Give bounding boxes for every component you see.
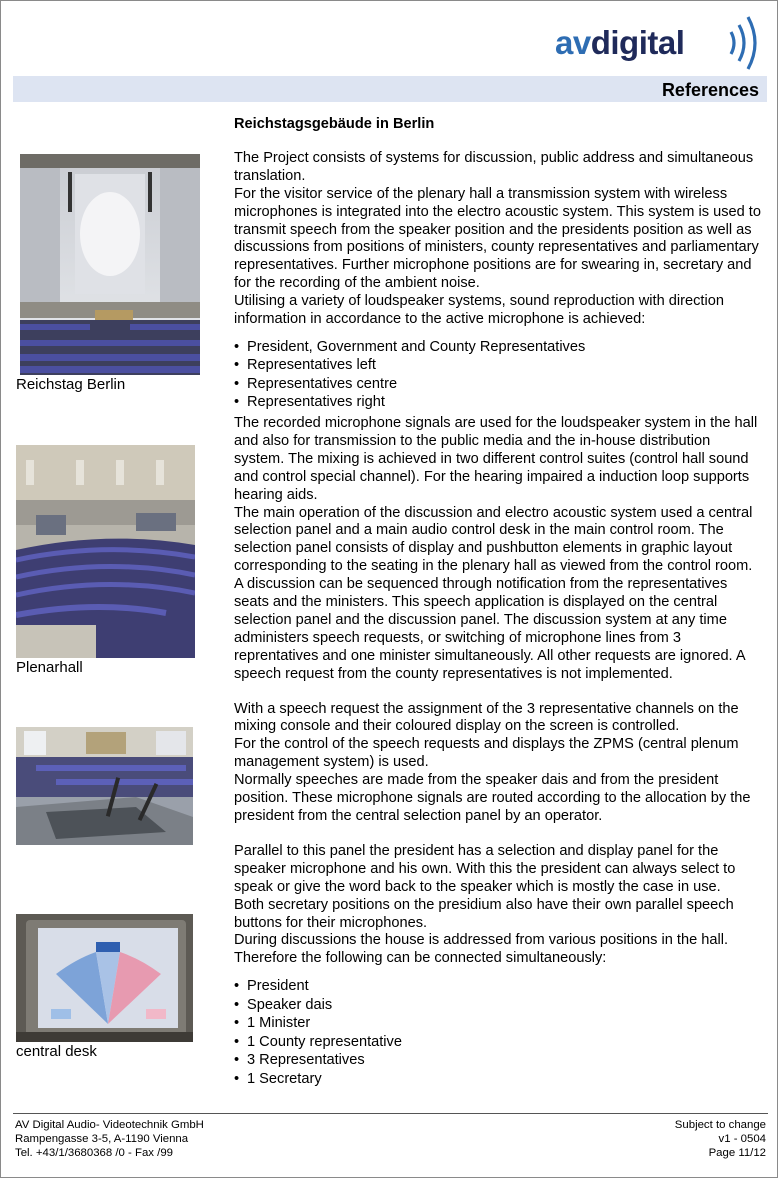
paragraph-loudspeaker: Utilising a variety of loudspeaker systems, sound reproduction with direction information in accordance to the active microphone is achieved: — [234, 293, 724, 328]
main-content — [234, 116, 764, 1089]
plenarhall-photo — [16, 445, 195, 658]
list-item: • Representatives centre — [234, 376, 764, 394]
paragraph-discussion-sequence: A discussion can be sequenced through notification from the representatives seats and the ministers. This speech application is displayed on the central selection panel and the discussion panel. The discussion system at any time administers speech requests, or switching of microphone lines from 3 reprentatives and one minister simultaneously. All other requests are ignored. A speech request from the county representatives is not implemented. — [234, 576, 745, 682]
footer-company-name: AV Digital Audio- Videotechnik GmbH — [15, 1119, 204, 1131]
photo-caption-plenarhall: Plenarhall — [16, 659, 83, 676]
paragraph-recorded-signals: The recorded microphone signals are used for the loudspeaker system in the hall and also for transmission to the public media and the in-house distribution system. The mixing is achieved in two different control suites (control hall sound and control special channel). For the hearing impaired a induction loop supports hearing aids. — [234, 414, 758, 503]
av-digital-logo — [555, 12, 767, 74]
footer-subject-to-change: Subject to change — [674, 1119, 766, 1131]
paragraph-main-operation: The main operation of the discussion and electro acoustic system used a central selection panel and a main audio control desk in the main control room. The selection panel consists of display and pushbutton elements in graphic layout corresponding to the seating in the plenary hall as viewed from the control room. — [234, 504, 753, 575]
list-item: • 1 County representative — [234, 1034, 764, 1052]
footer-version: v1 - 0504 — [718, 1133, 766, 1146]
footer-page-number: Page 11/12 — [708, 1147, 766, 1160]
photo-caption-central-desk: central desk — [16, 1043, 97, 1060]
paragraph-visitor-service: For the visitor service of the plenary hall a transmission system with wireless microphones is integrated into the electro acoustic system. This system is used to transmit speech from the speaker position and the presidents position as well as discussions from positions of ministers, county representatives and parliamentary representatives. Further microphone positions are for swearing in, secretary and for the recording of the ambient noise. — [234, 185, 761, 292]
paragraph-speaker-dais: Normally speeches are made from the speaker dais and from the president position. These microphone signals are routed according to the allocation by the president from the central selection panel by an operator. — [234, 772, 751, 824]
footer-document-info — [675, 1118, 766, 1161]
header-bar — [13, 76, 767, 102]
list-item: • President — [234, 978, 764, 996]
photo-caption-reichstag: Reichstag Berlin — [16, 376, 126, 393]
logo-digital: digital — [590, 24, 685, 61]
reichstag-berlin-photo — [20, 154, 200, 375]
list-item: • Speaker dais — [234, 997, 764, 1015]
footer-company-info — [15, 1118, 204, 1161]
list-item: • 1 Secretary — [234, 1071, 764, 1089]
list-item: • President, Government and County Representatives — [234, 339, 764, 357]
list-item: • Representatives left — [234, 357, 764, 375]
footer-phone: Tel. +43/1/3680368 /0 - Fax /99 — [15, 1147, 173, 1160]
list-item: • Representatives right — [234, 394, 764, 412]
list-item: • 3 Representatives — [234, 1052, 764, 1070]
sound-waves-icon — [727, 12, 767, 74]
paragraph-house-addressed: During discussions the house is addressed from various positions in the hall. Therefore the following can be connected simultaneously: — [234, 932, 729, 967]
page-title: References — [661, 80, 759, 100]
logo-av: av — [555, 24, 591, 61]
footer-divider — [13, 1113, 768, 1114]
logo-wordmark — [555, 26, 684, 59]
simultaneous-connections-list — [234, 978, 764, 1088]
paragraph-project: The Project consists of systems for discussion, public address and simultaneous translation. — [234, 149, 754, 184]
list-item: • 1 Minister — [234, 1015, 764, 1033]
paragraph-speech-request: With a speech request the assignment of the 3 representative channels on the mixing console and their coloured display on the screen is controlled. — [234, 700, 739, 735]
paragraph-secretary: Both secretary positions on the presidium also have their own parallel speech buttons for their microphones. — [234, 896, 734, 931]
paragraph-zpms: For the control of the speech requests and displays the ZPMS (central plenum management system) is used. — [234, 736, 739, 771]
loudspeaker-direction-list — [234, 339, 764, 412]
footer-address: Rampengasse 3-5, A-1190 Vienna — [15, 1133, 189, 1146]
speaker-desk-photo — [16, 727, 193, 845]
central-desk-photo — [16, 914, 193, 1042]
section-heading: Reichstagsgebäude in Berlin — [234, 116, 435, 132]
paragraph-president-panel: Parallel to this panel the president has a selection and display panel for the speaker microphone and his own. With this the president can always select to speak or give the word back to the speaker which is mostly the case in use. — [234, 842, 736, 895]
